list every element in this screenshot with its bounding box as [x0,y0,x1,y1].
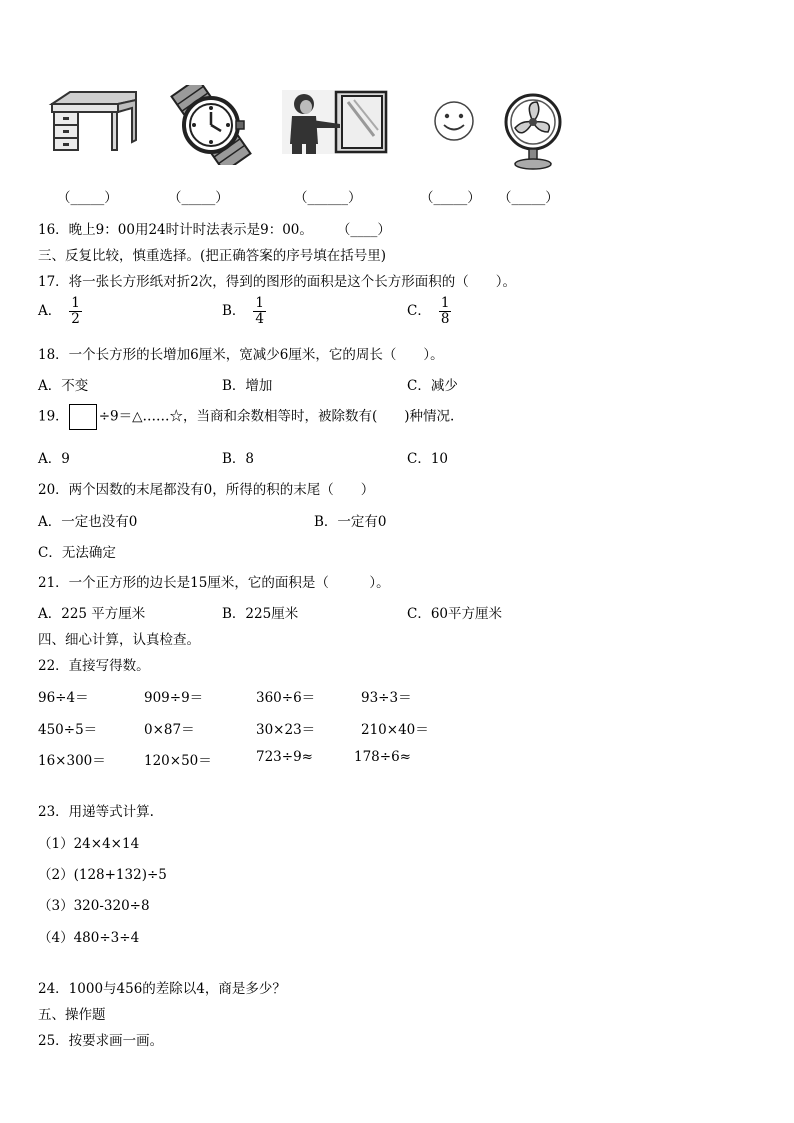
question-16 [38,218,391,238]
electric-fan-icon [500,92,566,172]
question-21-option-c[interactable]: C．60平方厘米 [407,606,503,622]
question-24: 24．1000与456的差除以4，商是多少？ [38,981,286,997]
section-4-heading: 四、细心计算，认真检查。 [38,632,200,648]
calc-item: 723÷9≈ [256,749,313,765]
calc-item: 360÷6＝ [256,690,316,706]
question-19: 19． ÷9＝△……☆，当商和余数相等时，被除数有( )种情况. [38,404,454,430]
smiley-face-icon [433,100,475,142]
calc-item: 16×300＝ [38,753,106,769]
question-21-option-a[interactable]: A．225 平方厘米 [38,606,146,622]
question-20: 20．两个因数的末尾都没有0，所得的积的末尾（ ） [38,482,375,498]
person-pushing-door-icon [282,90,388,154]
question-23-item-3: （3）320-320÷8 [38,898,150,914]
question-23-item-2: （2）(128+132)÷5 [38,867,167,883]
question-23: 23．用递等式计算. [38,804,154,820]
question-18-option-c[interactable]: C．减少 [407,378,458,394]
fraction: $\frac{1}{4}$ [255,295,265,327]
question-18-option-b[interactable]: B．增加 [222,378,273,394]
calc-item: 0×87＝ [144,722,195,738]
section-5-heading: 五、操作题 [38,1007,106,1023]
question-16-text: 16．晚上9：00用24时计时法表示是9：00。 [38,222,313,238]
answer-blank-smiley[interactable]: （_____） [420,190,481,206]
calc-item: 96÷4＝ [38,690,89,706]
question-20-option-a[interactable]: A．一定也没有0 [38,514,138,530]
question-17-option-b[interactable]: B． $\frac{1}{4}$ [222,295,265,327]
section-3-heading: 三、反复比较，慎重选择。(把正确答案的序号填在括号里) [38,248,387,264]
calc-item: 120×50＝ [144,753,212,769]
calc-item: 909÷9＝ [144,690,204,706]
answer-blank-watch[interactable]: （_____） [168,190,229,206]
question-17-option-c[interactable]: C． $\frac{1}{8}$ [407,295,450,327]
calc-item: 30×23＝ [256,722,316,738]
fraction: $\frac{1}{2}$ [71,295,80,327]
question-19-option-b[interactable]: B．8 [222,451,255,467]
question-17: 17．将一张长方形纸对折2次，得到的图形的面积是这个长方形面积的（ ）。 [38,274,517,290]
question-21: 21．一个正方形的边长是15厘米，它的面积是（ ）。 [38,575,390,591]
question-21-option-b[interactable]: B．225厘米 [222,606,299,622]
answer-blank-desk[interactable]: （_____） [57,190,118,206]
question-19-option-c[interactable]: C．10 [407,451,449,467]
calc-item: 210×40＝ [361,722,429,738]
question-20-option-b[interactable]: B．一定有0 [314,514,387,530]
calc-item: 93÷3＝ [361,690,412,706]
question-25: 25．按要求画一画。 [38,1033,164,1049]
question-18-option-a[interactable]: A．不变 [38,378,89,394]
calc-item: 178÷6≈ [354,749,411,765]
question-23-item-4: （4）480÷3÷4 [38,930,140,946]
answer-blank-fan[interactable]: （_____） [498,190,559,206]
question-20-option-c[interactable]: C．无法确定 [38,545,116,561]
question-18: 18．一个长方形的长增加6厘米，宽减少6厘米，它的周长（ ）。 [38,347,444,363]
fraction: $\frac{1}{8}$ [440,295,450,327]
wristwatch-icon [164,85,258,165]
calc-item: 450÷5＝ [38,722,98,738]
question-17-option-a[interactable]: A． $\frac{1}{2}$ [38,295,80,327]
question-16-blank[interactable]: （____） [336,222,391,238]
desk-icon [48,90,140,154]
question-19-option-a[interactable]: A．9 [38,451,70,467]
question-23-item-1: （1）24×4×14 [38,836,140,852]
dividend-box[interactable] [69,404,97,430]
answer-blank-door[interactable]: （______） [294,190,362,206]
question-22: 22．直接写得数。 [38,658,150,674]
